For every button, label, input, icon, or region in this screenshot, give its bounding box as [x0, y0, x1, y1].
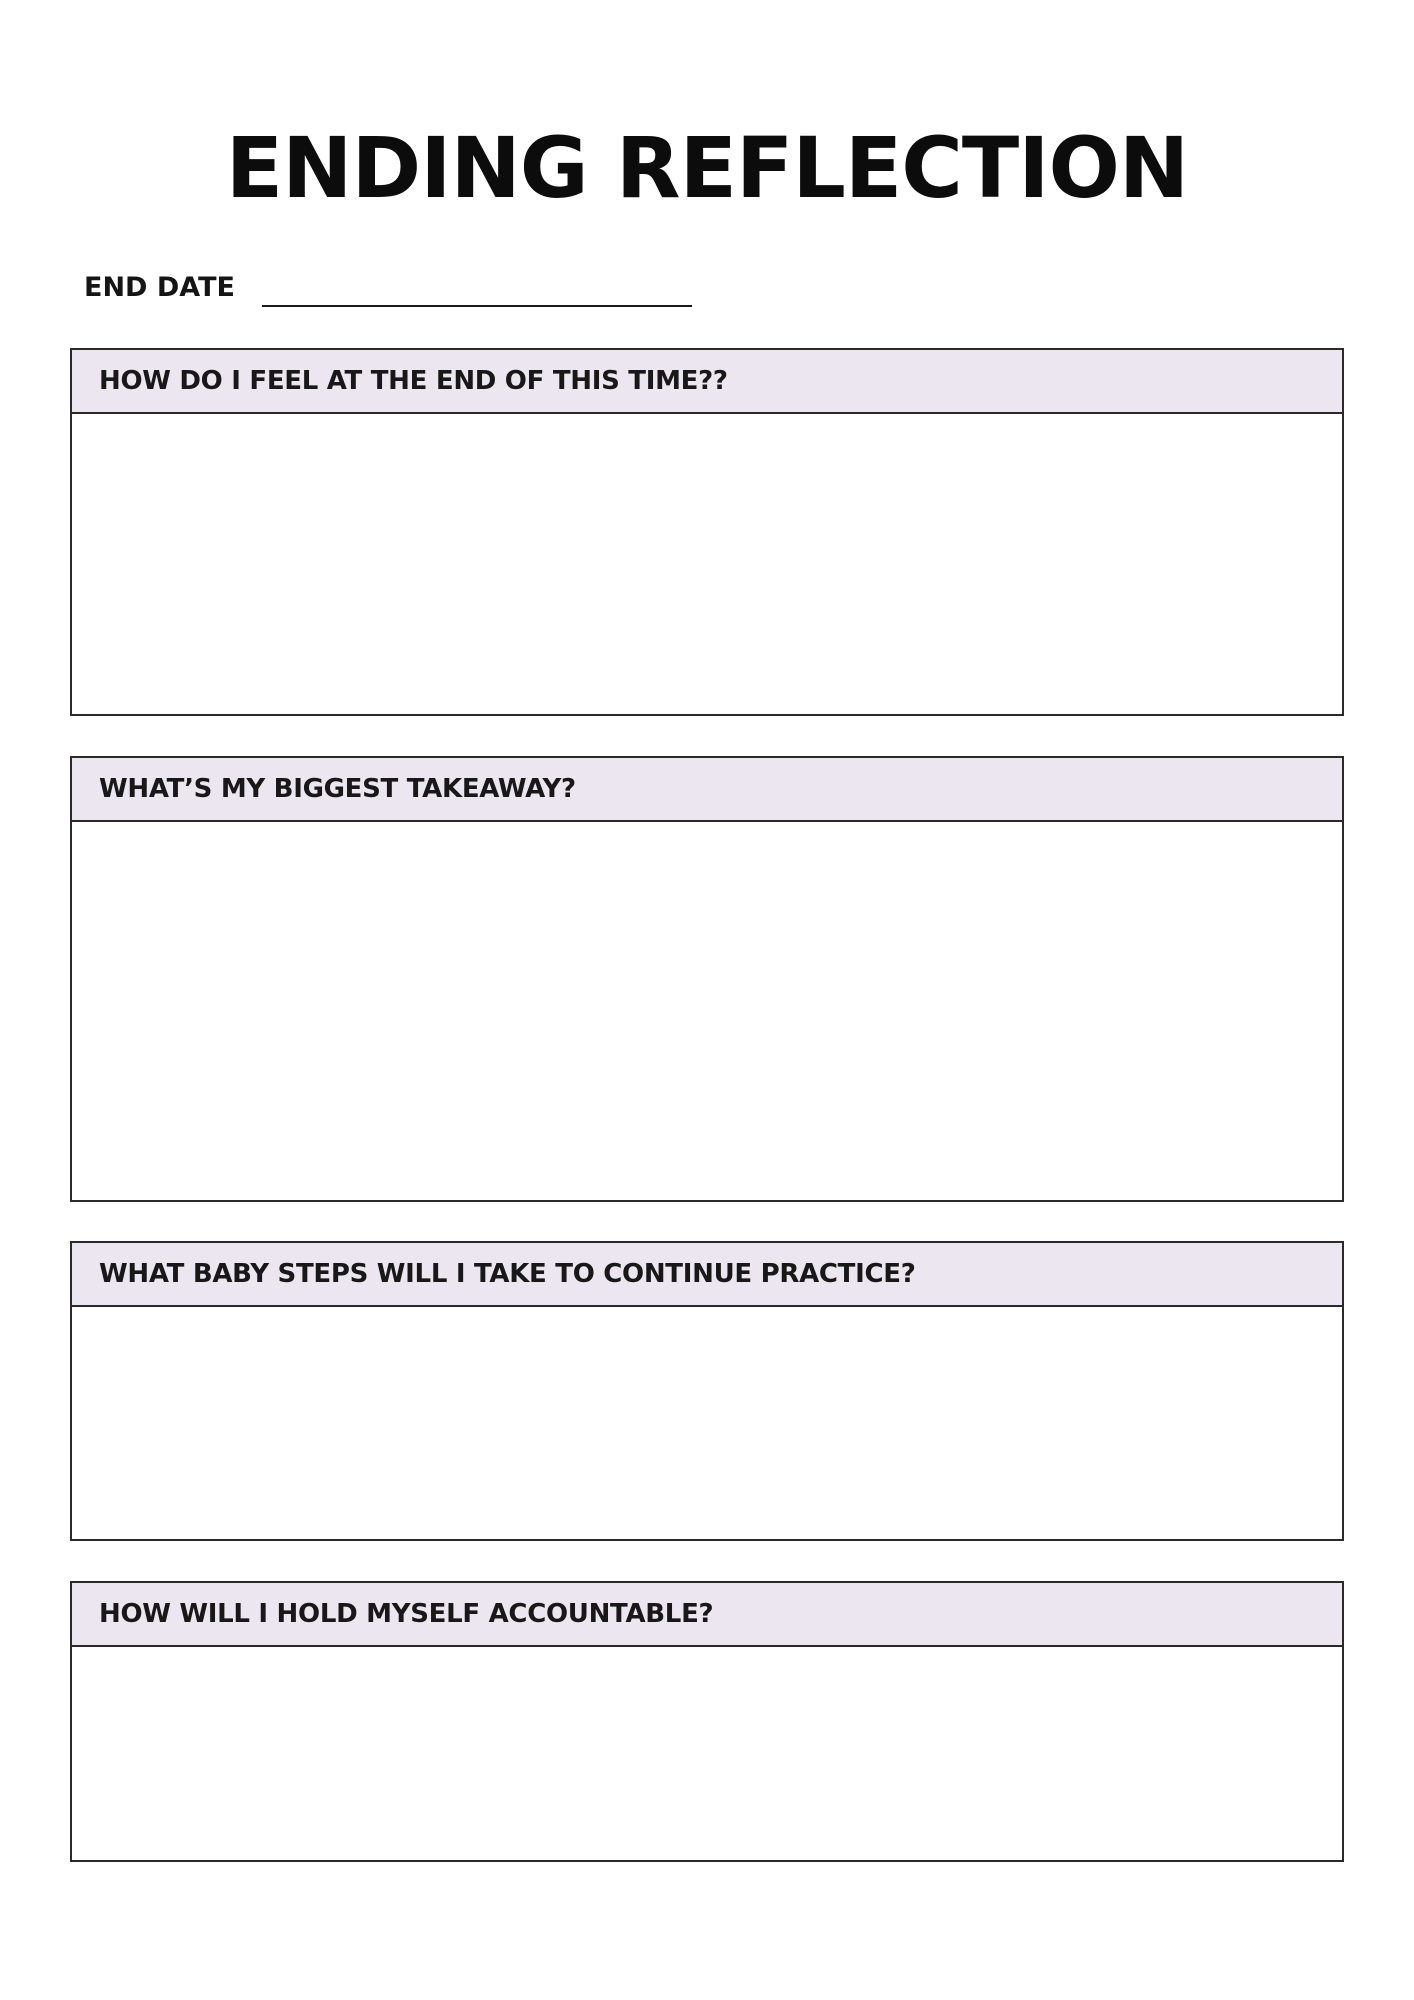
section-header	[72, 1583, 1342, 1647]
response-area[interactable]	[72, 822, 1342, 1200]
section-header-label: HOW WILL I HOLD MYSELF ACCOUNTABLE?	[99, 1599, 714, 1629]
section-header	[72, 350, 1342, 414]
response-area[interactable]	[72, 414, 1342, 714]
response-area[interactable]	[72, 1647, 1342, 1860]
reflection-section-accountability	[70, 1581, 1344, 1862]
page-title: ENDING REFLECTION	[225, 119, 1189, 217]
response-area[interactable]	[72, 1307, 1342, 1539]
reflection-section-takeaway	[70, 756, 1344, 1202]
section-header-label: WHAT BABY STEPS WILL I TAKE TO CONTINUE PRACTICE?	[99, 1259, 916, 1289]
end-date-label: END DATE	[84, 272, 235, 303]
section-header-label: WHAT’S MY BIGGEST TAKEAWAY?	[99, 774, 576, 804]
section-header	[72, 758, 1342, 822]
section-header	[72, 1243, 1342, 1307]
section-header-label: HOW DO I FEEL AT THE END OF THIS TIME??	[99, 366, 728, 396]
reflection-section-feelings	[70, 348, 1344, 716]
reflection-section-baby-steps	[70, 1241, 1344, 1541]
end-date-field[interactable]	[262, 305, 692, 307]
